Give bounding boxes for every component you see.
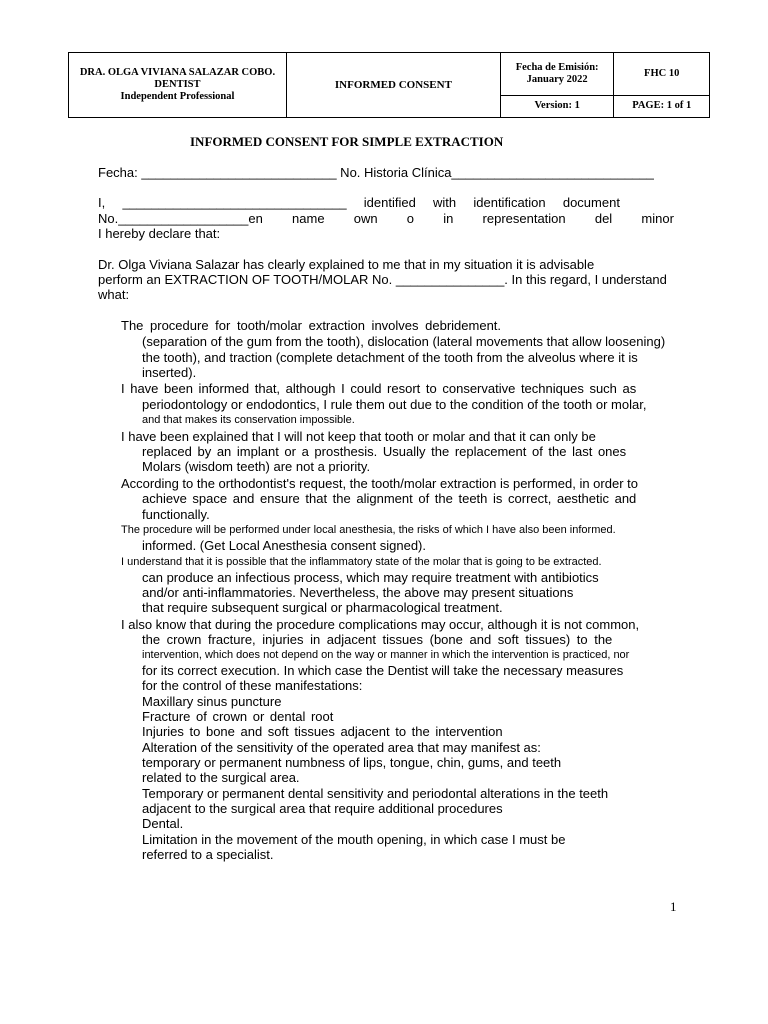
doc-word: representation [482, 211, 566, 226]
declare-line: I hereby declare that: [98, 226, 221, 241]
item-text: (separation of the gum from the tooth), dislocation (lateral movements that allow loosening) [142, 334, 666, 349]
doc-word: name [292, 211, 325, 226]
item-text: intervention, which does not depend on the way or manner in which the intervention is practiced, nor [142, 649, 630, 661]
intro-line: perform an EXTRACTION OF TOOTH/MOLAR No. _______________. In this regard, I understand [98, 272, 667, 287]
item-text: I also know that during the procedure complications may occur, although it is not common, [121, 617, 640, 632]
complication-item: referred to a specialist. [142, 847, 274, 862]
item-text: that require subsequent surgical or pharmacological treatment. [142, 600, 503, 615]
document-title: INFORMED CONSENT FOR SIMPLE EXTRACTION [190, 134, 504, 149]
doc-word: minor [641, 211, 674, 226]
identity-line [98, 195, 620, 210]
list-item-anesthesia [121, 523, 616, 538]
item-text: periodontology or endodontics, I rule them out due to the condition of the tooth or molar, [142, 397, 647, 412]
complication-item: Dental. [142, 816, 184, 831]
identity-word: identified [363, 195, 416, 210]
issue-date-cell [500, 53, 614, 96]
complication-item: temporary or permanent numbness of lips, tongue, chin, gums, and teeth [142, 755, 562, 770]
item-text: and/or anti-inflammatories. Nevertheless, the above may present situations [142, 585, 574, 600]
identity-word: with [433, 195, 457, 210]
owner-profession: DENTIST [154, 79, 201, 90]
item-text: the crown fracture, injuries in adjacent tissues (bone and soft tissues) to the [142, 632, 613, 647]
item-text: can produce an infectious process, which may require treatment with antibiotics [142, 570, 599, 585]
intro-line: Dr. Olga Viviana Salazar has clearly explained to me that in my situation it is advisable [98, 257, 595, 272]
item-text: for the control of these manifestations: [142, 678, 363, 693]
fecha-historia-line: Fecha: ___________________________ No. Historia Clínica____________________________ [98, 165, 654, 180]
item-text: I have been informed that, although I could resort to conservative techniques such as [121, 381, 637, 396]
item-text: for its correct execution. In which case the Dentist will take the necessary measures [142, 663, 624, 678]
identity-word: document [562, 195, 620, 210]
complication-item: Temporary or permanent dental sensitivity and periodontal alterations in the teeth [142, 786, 609, 801]
complication-item: adjacent to the surgical area that require additional procedures [142, 801, 503, 816]
intro-line: what: [98, 287, 130, 302]
page-count-cell: PAGE: 1 of 1 [614, 95, 710, 117]
item-text: The procedure will be performed under local anesthesia, the risks of which I have also been informed. [121, 524, 616, 536]
item-text: the tooth), and traction (complete detachment of the tooth from the alveolus where it is [142, 350, 638, 365]
list-item-conservative [121, 381, 636, 398]
item-text: and that makes its conservation impossible. [142, 414, 355, 426]
document-header-table [68, 52, 710, 118]
item-text: informed. (Get Local Anesthesia consent signed). [142, 538, 426, 553]
item-text: achieve space and ensure that the alignment of the teeth is correct, aesthetic and [142, 491, 637, 506]
document-number-line [98, 211, 674, 226]
doc-word: in [443, 211, 454, 226]
doc-title-cell: INFORMED CONSENT [286, 53, 500, 118]
page-number: 1 [670, 899, 677, 914]
complication-item: Fracture of crown or dental root [142, 709, 334, 724]
doc-word: o [406, 211, 415, 226]
complication-item: Maxillary sinus puncture [142, 694, 282, 709]
item-text: Molars (wisdom teeth) are not a priority. [142, 459, 371, 474]
item-text: I have been explained that I will not keep that tooth or molar and that it can only be [121, 429, 596, 444]
item-text: replaced by an implant or a prosthesis. Usually the replacement of the last ones [142, 444, 627, 459]
item-text: I understand that it is possible that the inflammatory state of the molar that is going to be extracted. [121, 556, 602, 568]
list-item-debridement [121, 318, 501, 335]
item-text: inserted). [142, 365, 197, 380]
owner-name: DRA. OLGA VIVIANA SALAZAR COBO. [79, 67, 276, 78]
complication-item: Limitation in the movement of the mouth opening, in which case I must be [142, 832, 566, 847]
doc-word: del [594, 211, 613, 226]
complication-item: related to the surgical area. [142, 770, 300, 785]
version-cell: Version: 1 [500, 95, 614, 117]
doc-word: own [353, 211, 378, 226]
complication-item: Alteration of the sensitivity of the operated area that may manifest as: [142, 740, 541, 755]
item-text: The procedure for tooth/molar extraction involves debridement. [121, 318, 502, 333]
item-text: functionally. [142, 507, 210, 522]
complication-item: Injuries to bone and soft tissues adjacent to the intervention [142, 724, 503, 739]
owner-status: Independent Professional [120, 91, 235, 102]
item-text: According to the orthodontist's request, the tooth/molar extraction is performed, in order to [121, 476, 638, 491]
name-blank: _______________________________ [122, 195, 347, 210]
owner-cell [69, 53, 287, 118]
list-item-infection [121, 555, 602, 570]
issue-date-value: January 2022 [526, 73, 588, 85]
doc-number-blank: No.__________________en [98, 211, 263, 226]
identity-word: identification [473, 195, 546, 210]
doc-code-cell: FHC 10 [614, 53, 710, 96]
identity-word: I, [98, 195, 106, 210]
issue-date-label: Fecha de Emisión: [515, 61, 599, 73]
